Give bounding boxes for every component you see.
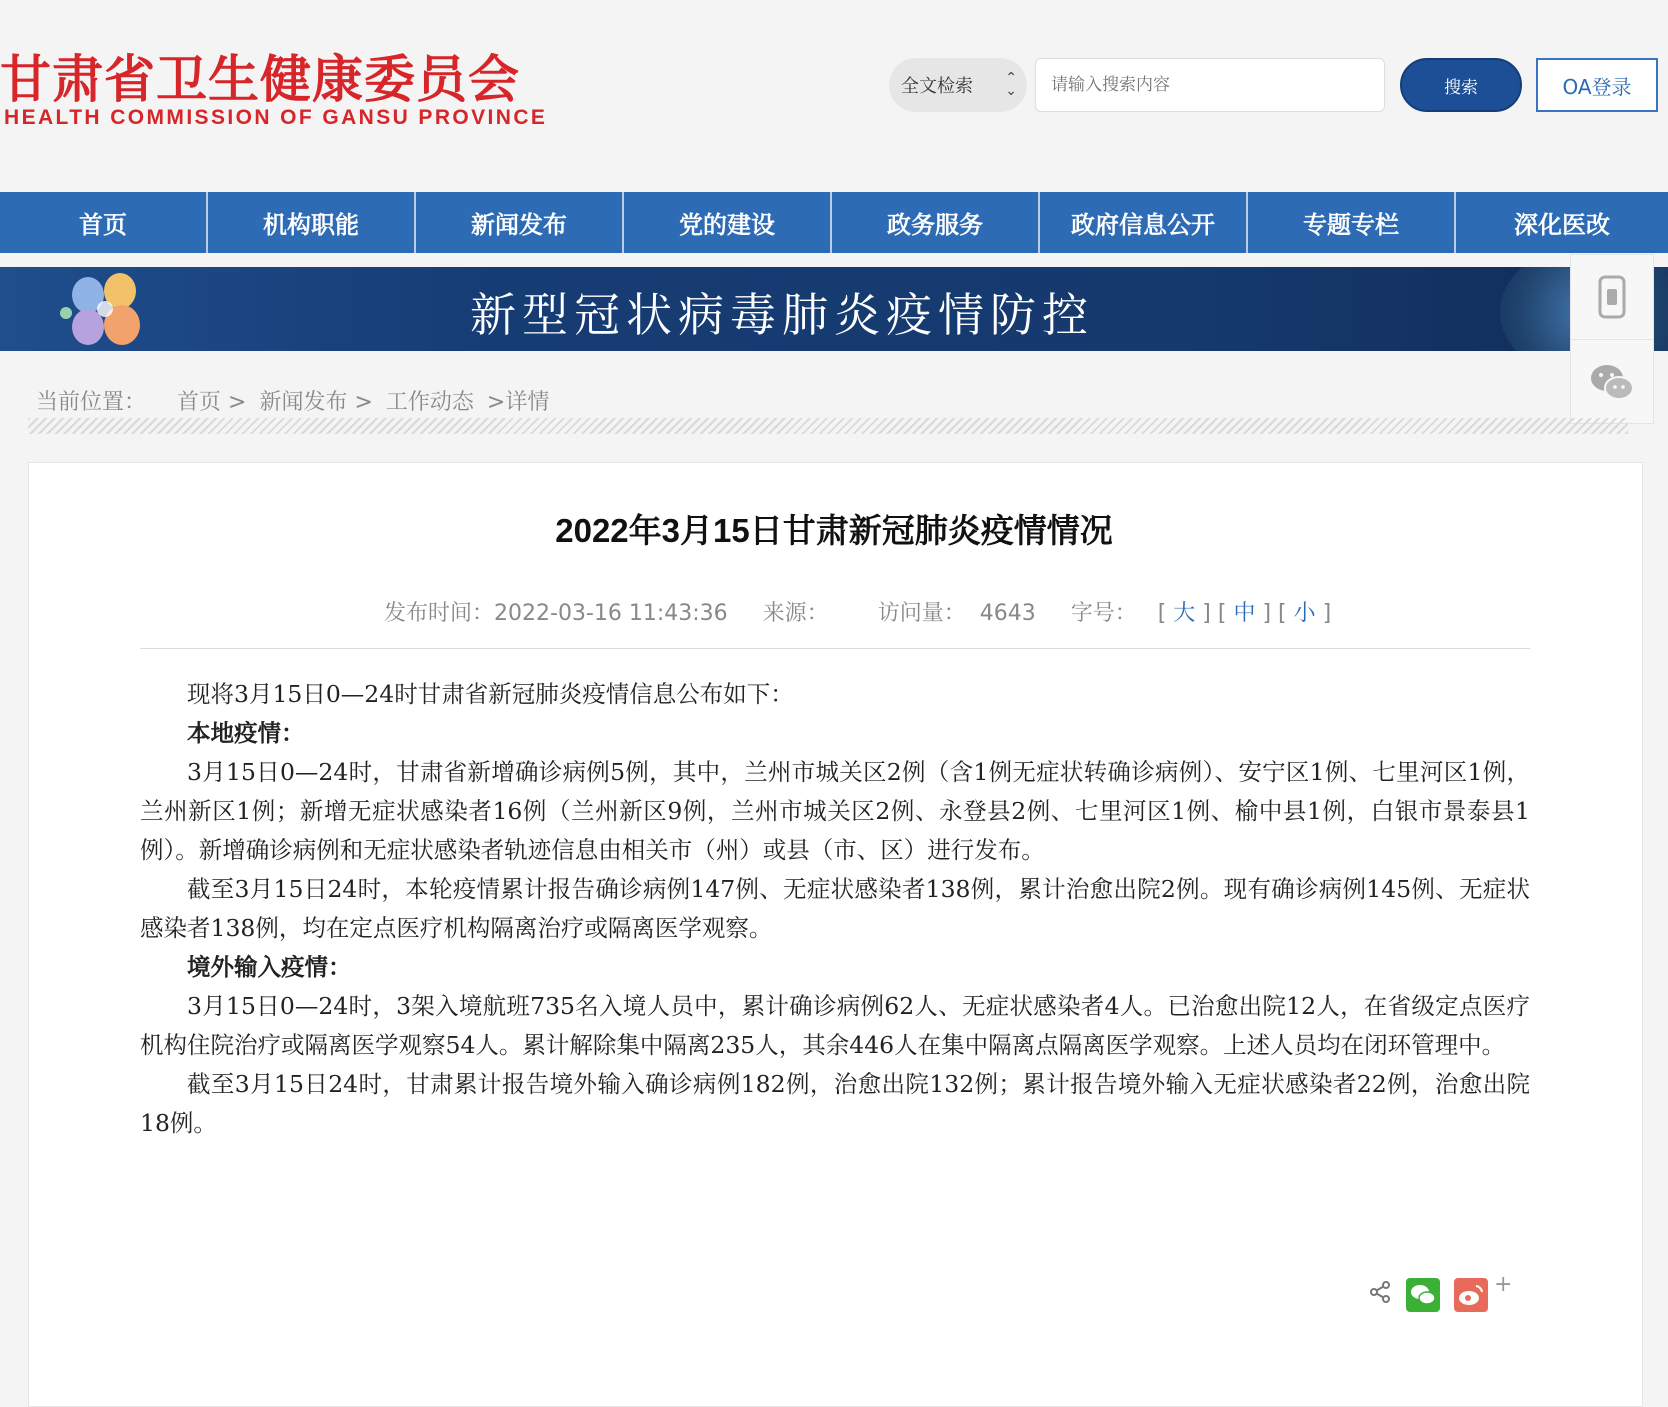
article-paragraph-local-total: 截至3月15日24时，本轮疫情累计报告确诊病例147例、无症状感染者138例，累计治愈出院2例。现有确诊病例145例、无症状感染者138例，均在定点医疗机构隔离治疗或隔离医学观察。: [140, 875, 1530, 942]
article-heading-imported: 境外输入疫情：: [187, 953, 352, 981]
weibo-share-icon[interactable]: [1454, 1278, 1488, 1312]
clover-logo-icon: [58, 269, 158, 351]
search-scope-select[interactable]: [889, 58, 1027, 112]
font-small-button[interactable]: 小: [1293, 601, 1316, 626]
breadcrumb-work[interactable]: 工作动态: [385, 390, 474, 415]
nav-item-home[interactable]: 首页: [0, 192, 208, 253]
visits-label: 访问量：: [877, 601, 966, 626]
breadcrumb: [36, 385, 555, 416]
search-input[interactable]: [1035, 58, 1385, 112]
banner-title: 新型冠状病毒肺炎疫情防控: [470, 288, 1094, 342]
updown-chevron-icon: ⌃ ⌄: [1005, 70, 1017, 99]
font-size-label: 字号：: [1070, 601, 1137, 626]
breadcrumb-home[interactable]: 首页 >: [177, 390, 247, 415]
share-bar: [1368, 1272, 1520, 1314]
breadcrumb-detail: >详情: [486, 390, 550, 415]
nav-item-topics[interactable]: 专题专栏: [1248, 192, 1456, 253]
wechat-icon[interactable]: [1571, 340, 1653, 424]
source-label: 来源：: [762, 601, 829, 626]
article-paragraph-intro: 现将3月15日0—24时甘肃省新冠肺炎疫情信息公布如下：: [187, 680, 794, 708]
search-button[interactable]: 搜索: [1400, 58, 1522, 112]
visits-count: 4643: [979, 601, 1036, 626]
article-heading-local: 本地疫情：: [187, 719, 305, 747]
breadcrumb-news[interactable]: 新闻发布 >: [259, 390, 373, 415]
main-nav: [0, 192, 1668, 253]
article-meta: 发布时间：2022-03-16 11:43:36 来源： 访问量： 4643 字号： [ 大 ] [ 中 ] [ 小 ]: [384, 601, 1332, 626]
meta-divider: [140, 648, 1530, 649]
site-logo-en: HEALTH COMMISSION OF GANSU PROVINCE: [4, 106, 548, 129]
font-medium-button[interactable]: 中: [1233, 601, 1256, 626]
nav-item-organization[interactable]: 机构职能: [208, 192, 416, 253]
mobile-icon[interactable]: [1571, 255, 1653, 340]
nav-item-disclosure[interactable]: 政府信息公开: [1040, 192, 1248, 253]
breadcrumb-divider: [28, 418, 1628, 434]
nav-item-party[interactable]: 党的建设: [624, 192, 832, 253]
covid-banner[interactable]: [0, 267, 1668, 351]
wechat-share-icon[interactable]: [1406, 1278, 1440, 1312]
article-title: 2022年3月15日甘肃新冠肺炎疫情情况: [555, 512, 1113, 549]
publish-time: 2022-03-16 11:43:36: [494, 601, 728, 626]
article-paragraph-imported-total: 截至3月15日24时，甘肃累计报告境外输入确诊病例182例，治愈出院132例；累计报告境外输入无症状感染者22例，治愈出院18例。: [140, 1070, 1530, 1137]
search-scope-label: 全文检索: [901, 76, 973, 97]
publish-label: 发布时间：: [384, 601, 495, 626]
site-header: [0, 0, 1668, 192]
breadcrumb-label: 当前位置：: [36, 390, 147, 415]
article-paragraph-local-new: 3月15日0—24时，甘肃省新增确诊病例5例，其中，兰州市城关区2例（含1例无症状转确诊病例）、安宁区1例、七里河区1例，兰州新区1例；新增无症状感染者16例（兰州新区9例，兰州市城关区2例、永登县2例、七里河区1例、榆中县1例，白银市景泰县1例）。新增确诊病例和无症状感染者轨迹信息由相关市（州）或县（市、区）进行发布。: [140, 758, 1530, 864]
share-icon[interactable]: [1368, 1280, 1392, 1304]
side-float-panel: [1570, 254, 1654, 424]
nav-item-news[interactable]: 新闻发布: [416, 192, 624, 253]
share-more-button[interactable]: +: [1494, 1272, 1513, 1297]
site-logo-cn[interactable]: 甘肃省卫生健康委员会: [0, 51, 521, 110]
font-large-button[interactable]: 大: [1173, 601, 1196, 626]
article-body: [140, 675, 1530, 1143]
article-paragraph-imported-new: 3月15日0—24时，3架入境航班735名入境人员中，累计确诊病例62人、无症状感染者4人。已治愈出院12人，在省级定点医疗机构住院治疗或隔离医学观察54人。累计解除集中隔离235人，其余446人在集中隔离点隔离医学观察。上述人员均在闭环管理中。: [140, 992, 1530, 1059]
oa-login-button[interactable]: OA登录: [1536, 58, 1658, 112]
nav-item-services[interactable]: 政务服务: [832, 192, 1040, 253]
nav-item-reform[interactable]: 深化医改: [1514, 211, 1610, 239]
